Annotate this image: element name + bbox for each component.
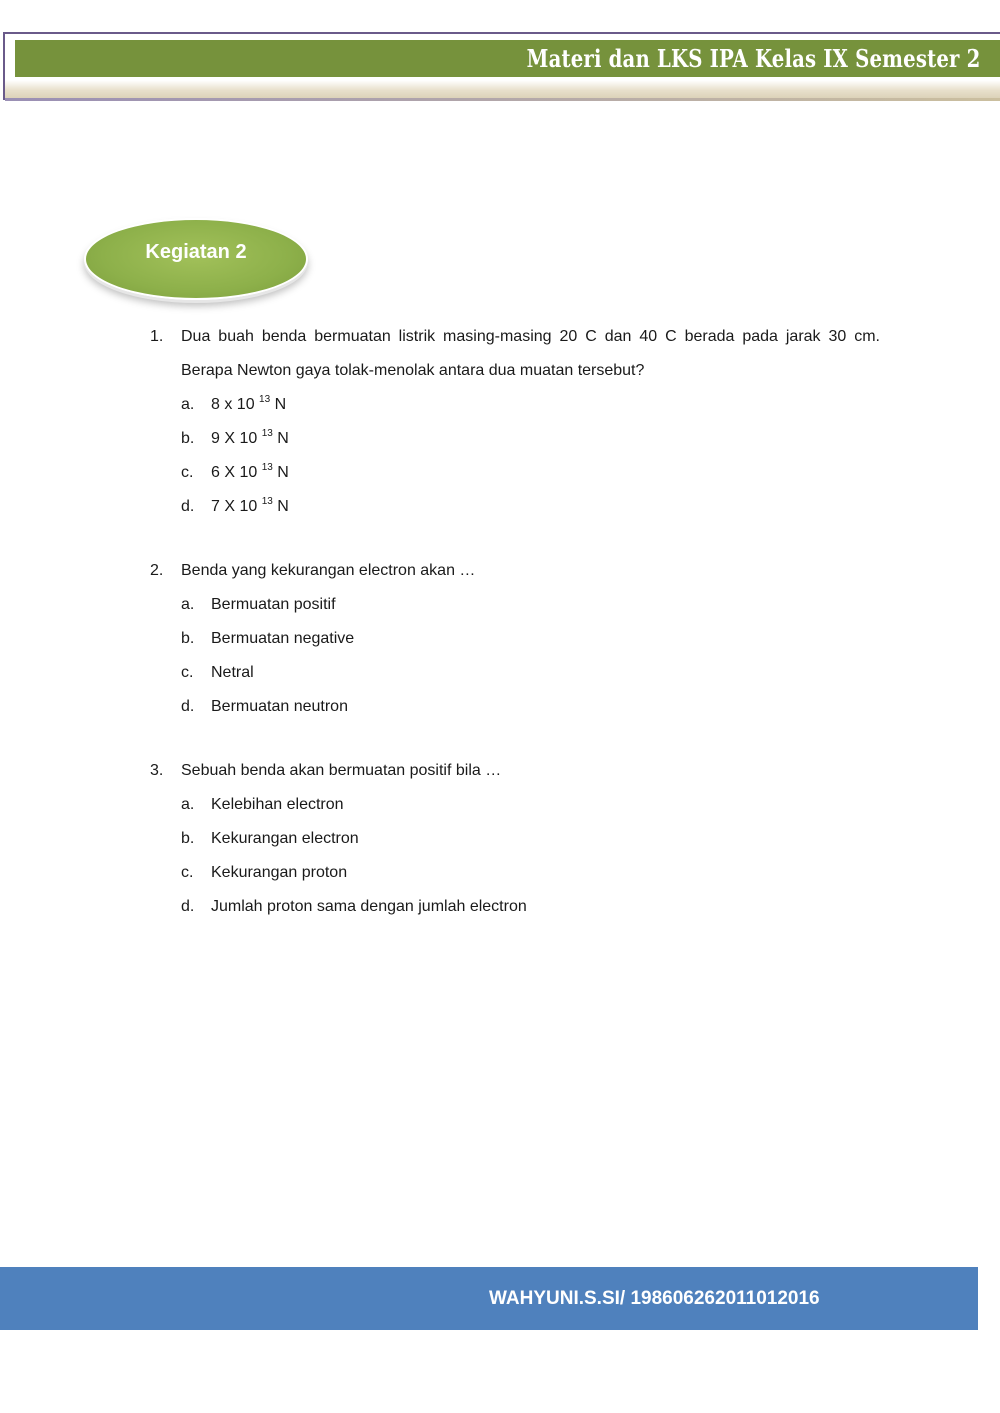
option-letter: c. — [181, 664, 194, 681]
question-text: Dua buah benda bermuatan listrik masing-masing 20 C dan 40 C berada pada jarak 30 cm. — [181, 328, 880, 345]
option-letter: d. — [181, 698, 195, 715]
option-a — [181, 588, 880, 622]
option-text: Bermuatan positif — [211, 596, 336, 613]
option-unit: N — [274, 396, 287, 413]
option-b — [181, 622, 880, 656]
option-letter: c. — [181, 464, 194, 481]
option-letter: a. — [181, 796, 195, 813]
question-text-continued: Berapa Newton gaya tolak-menolak antara dua muatan tersebut? — [181, 362, 645, 379]
option-text: Kekurangan proton — [211, 864, 348, 881]
option-c — [181, 856, 880, 890]
option-letter: b. — [181, 430, 195, 447]
option-letter: b. — [181, 630, 195, 647]
option-unit: N — [277, 430, 289, 447]
option-base: 7 X 10 — [211, 498, 258, 515]
option-text: Bermuatan negative — [211, 630, 355, 647]
option-letter: a. — [181, 396, 195, 413]
option-exponent: 13 — [261, 462, 273, 473]
option-b — [181, 822, 880, 856]
option-text: Kelebihan electron — [211, 796, 344, 813]
header-divider — [5, 98, 1000, 101]
option-text: Jumlah proton sama dengan jumlah electron — [211, 898, 527, 915]
option-letter: d. — [181, 498, 195, 515]
option-text — [211, 388, 286, 422]
question-number: 3. — [150, 762, 164, 779]
option-exponent: 13 — [261, 428, 273, 439]
question-list — [150, 320, 880, 954]
option-letter: b. — [181, 830, 195, 847]
option-c — [181, 656, 880, 690]
option-list — [150, 388, 880, 524]
option-text: Netral — [211, 664, 254, 681]
option-text — [211, 456, 289, 490]
option-letter: d. — [181, 898, 195, 915]
question-1 — [150, 320, 880, 524]
option-d — [181, 890, 880, 924]
option-list — [150, 588, 880, 724]
footer-author: WAHYUNI.S.SI/ 198606262011012016 — [489, 1288, 820, 1309]
option-exponent: 13 — [259, 394, 271, 405]
option-base: 9 X 10 — [211, 430, 258, 447]
option-a — [181, 388, 880, 422]
question-3 — [150, 754, 880, 924]
option-unit: N — [277, 498, 289, 515]
option-base: 6 X 10 — [211, 464, 258, 481]
header-title: Materi dan LKS IPA Kelas IX Semester 2 — [526, 44, 980, 73]
question-number: 1. — [150, 328, 164, 345]
option-base: 8 x 10 — [211, 396, 255, 413]
activity-label: Kegiatan 2 — [145, 241, 247, 263]
option-text: Bermuatan neutron — [211, 698, 348, 715]
question-2 — [150, 554, 880, 724]
question-text: Benda yang kekurangan electron akan … — [181, 562, 476, 579]
option-text — [211, 422, 289, 456]
option-unit: N — [277, 464, 289, 481]
option-list — [150, 788, 880, 924]
option-d — [181, 490, 880, 524]
question-text: Sebuah benda akan bermuatan positif bila … — [181, 762, 502, 779]
option-c — [181, 456, 880, 490]
option-d — [181, 690, 880, 724]
option-text — [211, 490, 289, 524]
option-letter: a. — [181, 596, 195, 613]
option-a — [181, 788, 880, 822]
option-exponent: 13 — [261, 496, 273, 507]
option-text: Kekurangan electron — [211, 830, 359, 847]
question-number: 2. — [150, 562, 164, 579]
option-b — [181, 422, 880, 456]
activity-badge — [84, 218, 308, 300]
option-letter: c. — [181, 864, 194, 881]
